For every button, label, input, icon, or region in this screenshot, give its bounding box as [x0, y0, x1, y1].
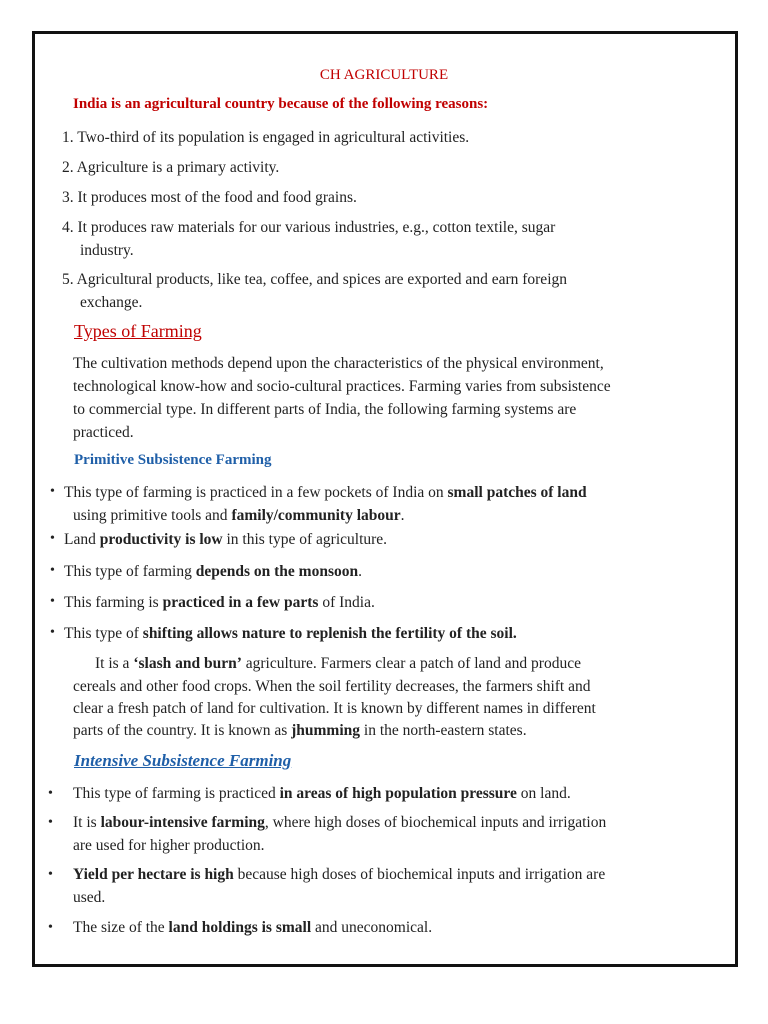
types-para-line: to commercial type. In different parts of India, the following farming systems are: [73, 401, 577, 418]
bullet-icon: •: [50, 563, 55, 578]
primitive-bullet-1-cont: [73, 505, 405, 527]
reason-item-5-cont: exchange.: [80, 294, 143, 311]
intensive-bullet-2: [73, 812, 606, 834]
bold-text: Yield per hectare is high: [73, 866, 234, 883]
slash-burn-line: clear a fresh patch of land for cultivation. It is known by different names in different: [73, 700, 596, 717]
text: in the north-eastern states.: [360, 722, 527, 739]
primitive-bullet-3: [64, 561, 362, 583]
text: This type of farming is practiced: [73, 785, 280, 802]
reason-number: 2.: [62, 159, 74, 176]
bold-text: jhumming: [291, 722, 361, 739]
reason-text: Agricultural products, like tea, coffee, and spices are exported and earn foreign: [76, 271, 567, 288]
types-para-line: practiced.: [73, 424, 134, 441]
types-heading: Types of Farming: [74, 321, 202, 341]
page-title: CH AGRICULTURE: [319, 67, 449, 83]
text: , where high doses of biochemical inputs and irrigation: [264, 814, 607, 831]
intensive-bullet-2-cont: are used for higher production.: [73, 837, 265, 854]
reason-text: Agriculture is a primary activity.: [76, 159, 280, 176]
primitive-heading: Primitive Subsistence Farming: [74, 452, 272, 468]
slash-burn-line: [73, 720, 527, 742]
reasons-heading: India is an agricultural country because of the following reasons:: [73, 96, 489, 112]
text: parts of the country. It is known as: [73, 722, 292, 739]
text: on land.: [516, 785, 571, 802]
intensive-bullet-1: [73, 783, 571, 805]
text: .: [358, 563, 362, 580]
text: This type of farming is practiced in a few pockets of India on: [64, 484, 448, 501]
text: and uneconomical.: [311, 919, 433, 936]
text: in this type of agriculture.: [222, 531, 388, 548]
text: because high doses of biochemical inputs and irrigation are: [233, 866, 606, 883]
bold-text: labour-intensive farming: [100, 814, 265, 831]
primitive-bullet-1: [64, 482, 587, 504]
primitive-bullet-2: [64, 529, 387, 551]
bold-text: family/community labour: [231, 507, 401, 524]
text: This type of farming: [64, 563, 196, 580]
bullet-icon: •: [50, 484, 55, 499]
bold-text: in areas of high population pressure: [279, 785, 517, 802]
bullet-icon: •: [48, 815, 53, 830]
bold-text: practiced in a few parts: [162, 594, 319, 611]
primitive-bullet-4: [64, 592, 375, 614]
reason-text: Two-third of its population is engaged in agricultural activities.: [77, 129, 470, 146]
text: of India.: [318, 594, 375, 611]
reason-text: It produces most of the food and food grains.: [77, 189, 357, 206]
intensive-bullet-3: [73, 864, 605, 886]
intensive-heading: Intensive Subsistence Farming: [74, 751, 292, 770]
reason-item-4-cont: industry.: [80, 242, 134, 259]
text: The size of the: [73, 919, 169, 936]
bold-text: shifting allows nature to replenish the fertility of the soil.: [142, 625, 517, 642]
reason-number: 4.: [62, 219, 74, 236]
bullet-icon: •: [48, 786, 53, 801]
types-para-line: technological know-how and socio-cultural practices. Farming varies from subsistence: [73, 378, 611, 395]
text: This farming is: [64, 594, 163, 611]
reason-number: 3.: [62, 189, 74, 206]
bullet-icon: •: [48, 867, 53, 882]
slash-burn-line: cereals and other food crops. When the soil fertility decreases, the farmers shift and: [73, 678, 591, 695]
reason-item-2: [62, 157, 279, 179]
reason-item-3: [62, 187, 357, 209]
bold-text: land holdings is small: [168, 919, 312, 936]
intensive-bullet-4: [73, 917, 432, 939]
bold-text: productivity is low: [99, 531, 223, 548]
reason-number: 5.: [62, 271, 74, 288]
bullet-icon: •: [50, 594, 55, 609]
bold-text: small patches of land: [447, 484, 587, 501]
text: using primitive tools and: [73, 507, 232, 524]
bold-text: ‘slash and burn’: [133, 655, 242, 672]
intensive-bullet-3-cont: used.: [73, 889, 106, 906]
primitive-bullet-5: [64, 623, 517, 645]
bullet-icon: •: [50, 531, 55, 546]
text: It is a: [95, 655, 134, 672]
bullet-icon: •: [48, 920, 53, 935]
text: Land: [64, 531, 100, 548]
slash-burn-line: [95, 653, 581, 675]
reason-item-4: [62, 217, 555, 239]
bold-text: depends on the monsoon: [195, 563, 359, 580]
text: agriculture. Farmers clear a patch of land and produce: [241, 655, 581, 672]
types-para-line: The cultivation methods depend upon the characteristics of the physical environment,: [73, 355, 604, 372]
reason-item-1: [62, 127, 469, 149]
text: .: [400, 507, 405, 524]
reason-item-5: [62, 269, 567, 291]
reason-number: 1.: [62, 129, 74, 146]
text: It is: [73, 814, 101, 831]
bullet-icon: •: [50, 625, 55, 640]
reason-text: It produces raw materials for our various industries, e.g., cotton textile, sugar: [77, 219, 556, 236]
text: This type of: [64, 625, 143, 642]
